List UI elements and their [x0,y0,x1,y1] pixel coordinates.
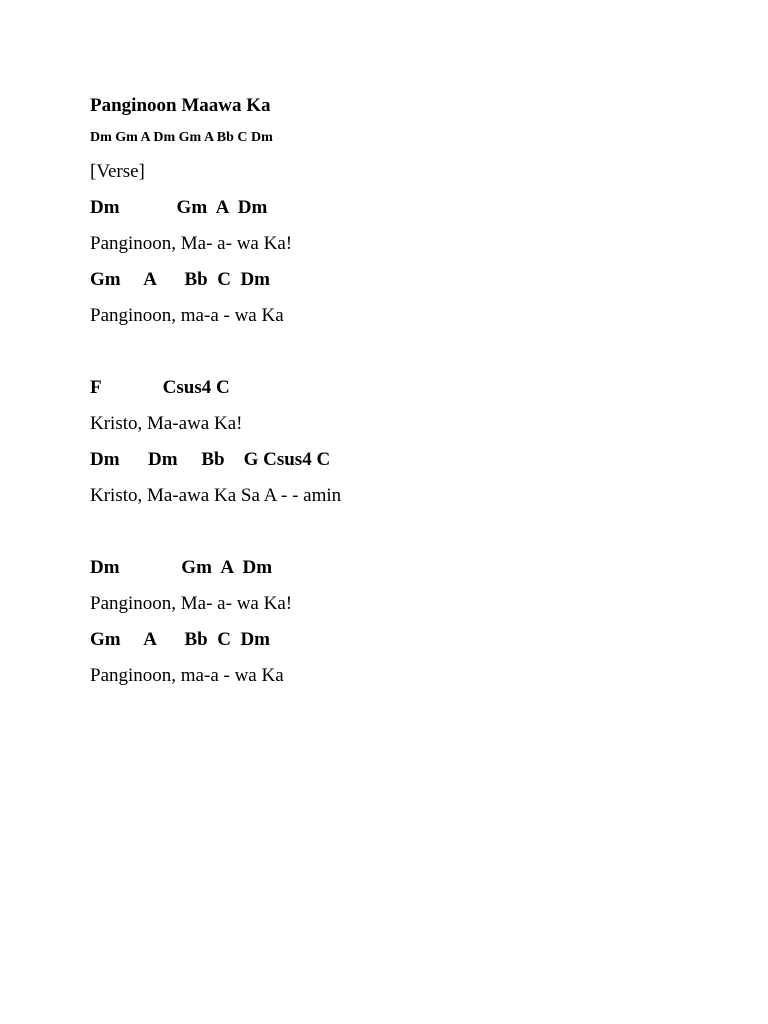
chord-line: F Csus4 C [90,377,230,398]
chord-summary: Dm Gm A Dm Gm A Bb C Dm [90,130,273,145]
lyric-line: Kristo, Ma-awa Ka! [90,413,243,434]
lyric-line: Panginoon, ma-a - wa Ka [90,305,284,326]
lyric-line: Panginoon, ma-a - wa Ka [90,665,284,686]
chord-line: Dm Gm A Dm [90,557,273,578]
section-label-verse: [Verse] [90,161,145,182]
lyric-line: Panginoon, Ma- a- wa Ka! [90,233,293,254]
song-title: Panginoon Maawa Ka [90,95,271,116]
lyric-line: Kristo, Ma-awa Ka Sa A - - amin [90,485,342,506]
chord-line: Gm A Bb C Dm [90,269,270,290]
lyric-line: Panginoon, Ma- a- wa Ka! [90,593,293,614]
chord-line: Dm Gm A Dm [90,197,268,218]
chord-line: Gm A Bb C Dm [90,629,270,650]
chord-line: Dm Dm Bb G Csus4 C [90,449,331,470]
